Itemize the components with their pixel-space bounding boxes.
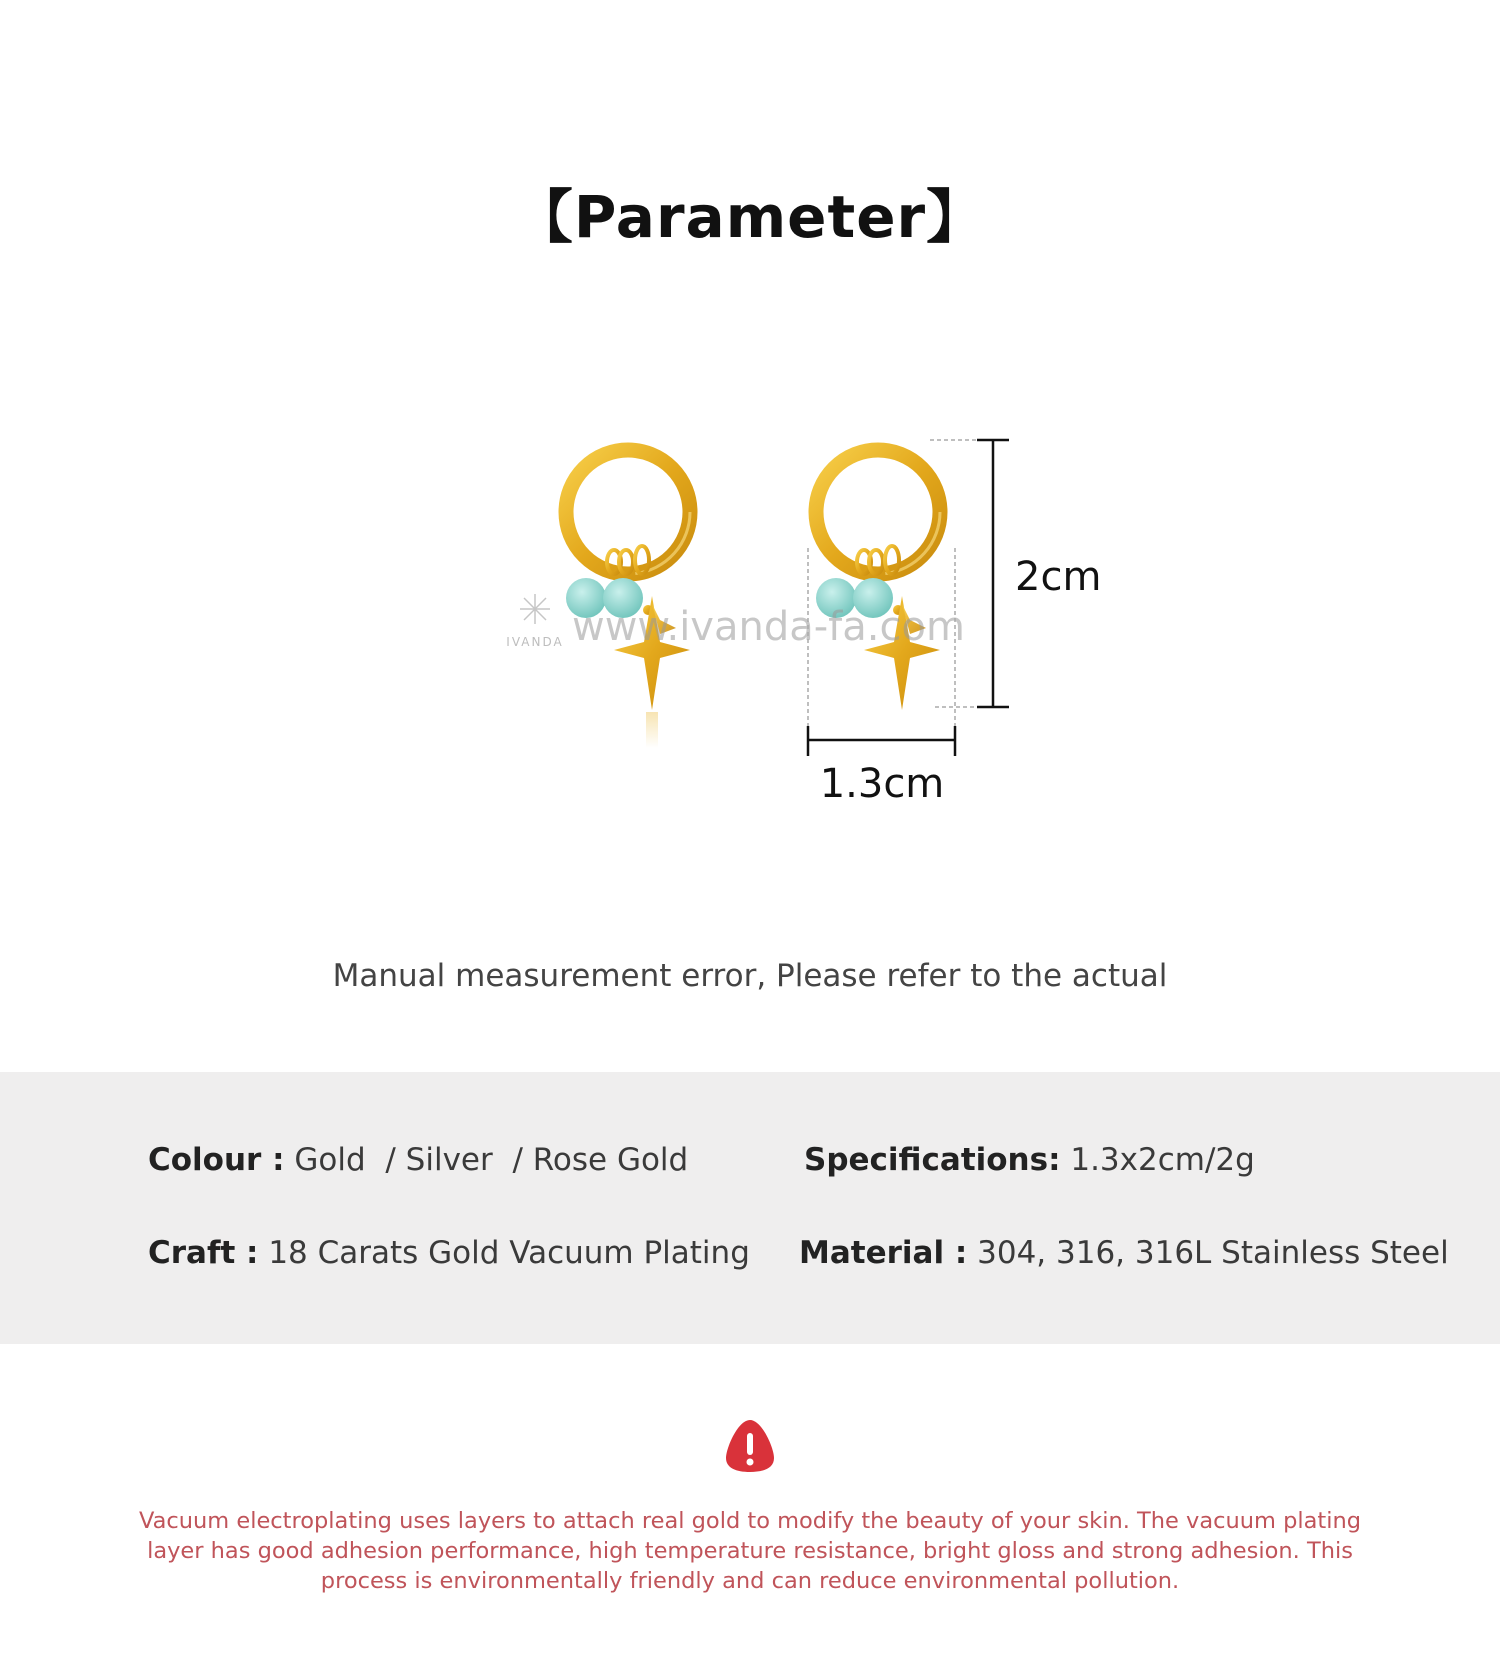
spec-specifications-value: 1.3x2cm/2g (1070, 1142, 1255, 1178)
spec-craft-value: 18 Carats Gold Vacuum Plating (268, 1235, 750, 1271)
height-dimension (930, 440, 1101, 707)
plating-warning-text: Vacuum electroplating uses layers to attach real gold to modify the beauty of your skin. The vacuum plating layer has good adhesion performance, high temperature resistance, bright gloss and strong adhesion. This process is environmentally friendly and can reduce environmental pollution. (138, 1508, 1362, 1594)
measurement-note: Manual measurement error, Please refer to the actual (332, 958, 1168, 994)
height-label: 2cm (1015, 554, 1102, 600)
ivanda-logo-icon (520, 594, 550, 624)
spec-specifications (804, 1142, 1255, 1178)
watermark-url: www.ivanda-fa.com (572, 604, 965, 650)
spec-colour-label: Colour : (148, 1142, 285, 1178)
spec-material (799, 1235, 1449, 1271)
spec-material-value: 304, 316, 316L Stainless Steel (977, 1235, 1449, 1271)
watermark-logo-text: IVANDA (506, 635, 564, 649)
earring-left (566, 450, 690, 748)
spec-band (0, 1072, 1500, 1344)
spec-craft (148, 1235, 750, 1271)
spec-colour-value: Gold / Silver / Rose Gold (294, 1142, 689, 1178)
earring-right (816, 450, 940, 710)
exclamation-icon (724, 1418, 776, 1474)
page-title: 【Parameter】 (514, 183, 986, 251)
spec-craft-label: Craft : (148, 1235, 259, 1271)
width-label: 1.3cm (819, 761, 945, 807)
spec-material-label: Material : (799, 1235, 968, 1271)
spec-specifications-label: Specifications: (804, 1142, 1061, 1178)
spec-colour (148, 1142, 688, 1178)
